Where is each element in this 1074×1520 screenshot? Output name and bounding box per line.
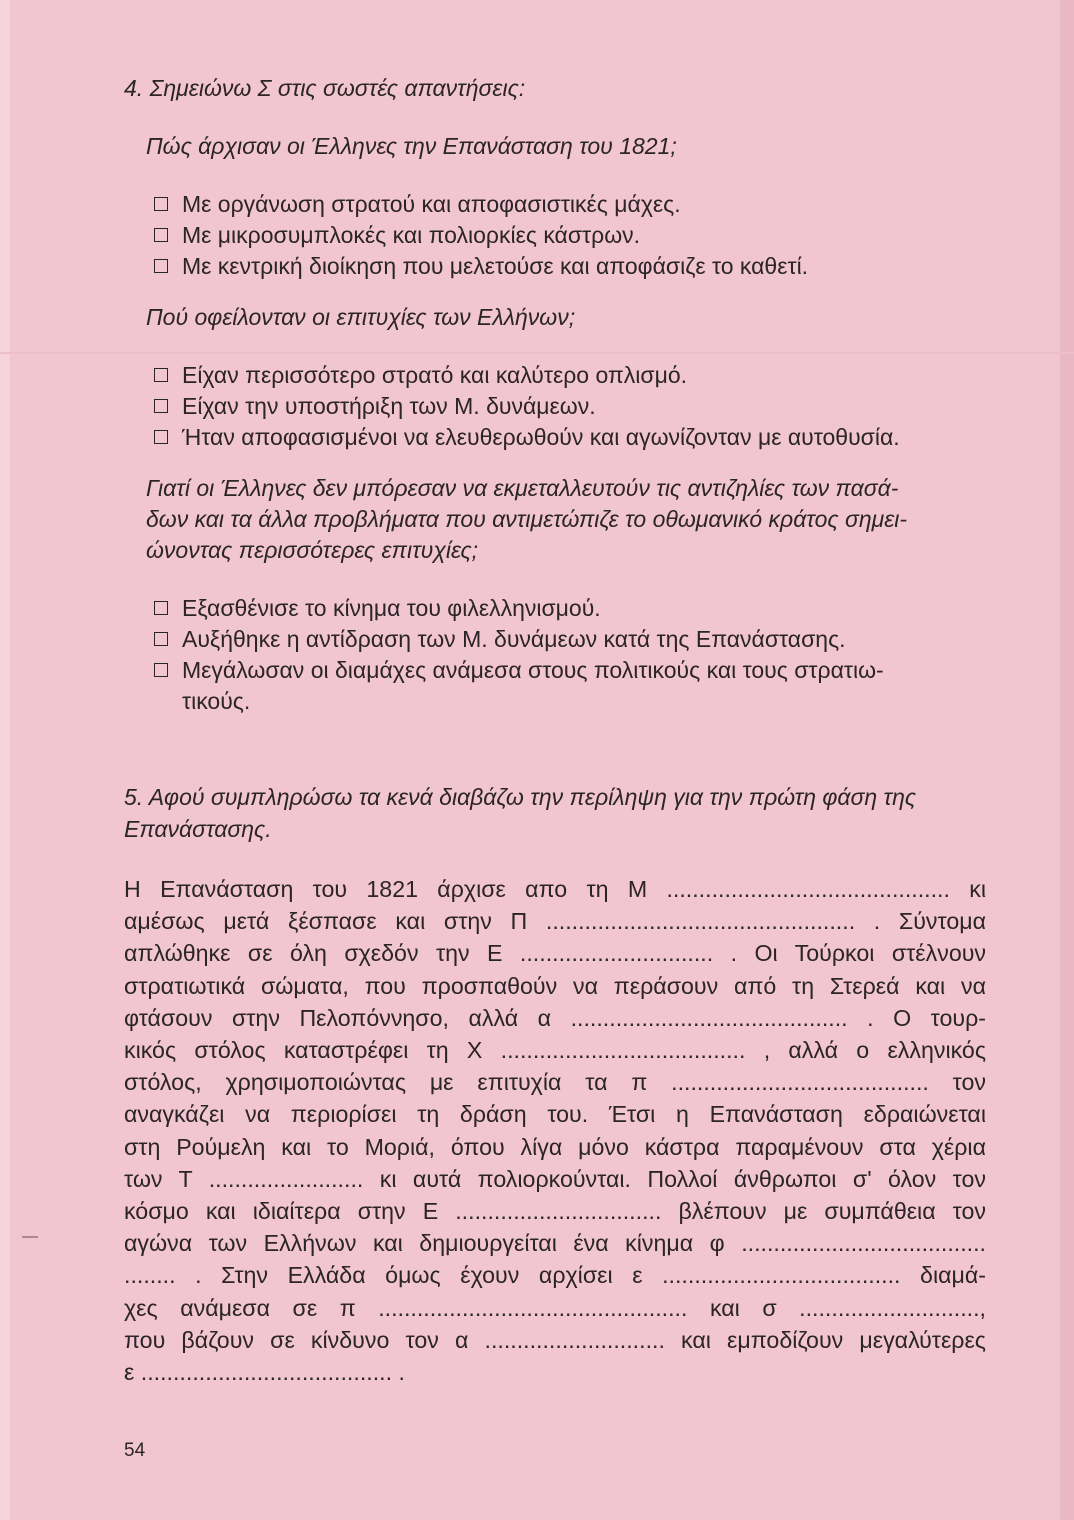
passage-line: κικός στόλος καταστρέφει τη Χ ...................................... , αλλά ο ελληνικός <box>124 1037 986 1064</box>
question-2: Πού οφείλονταν οι επιτυχίες των Ελλήνων; <box>146 304 576 330</box>
passage-line: χες ανάμεσα σε π ................................................ και σ ............................, <box>124 1294 986 1321</box>
question-3-option-2[interactable] <box>154 624 986 655</box>
question-1-option-3[interactable] <box>154 251 986 282</box>
option-label: Με οργάνωση στρατού και αποφασιστικές μάχες. <box>182 191 681 217</box>
question-3 <box>146 473 986 566</box>
option-label: Είχαν περισσότερο στρατό και καλύτερο οπλισμό. <box>182 362 688 388</box>
passage-line: φτάσουν στην Πελοπόννησο, αλλά α ........................................... . Ο τουρ- <box>124 1004 986 1031</box>
passage-line: απλώθηκε σε όλη σχεδόν την Ε .............................. . Οι Τούρκοι στέλνουν <box>124 940 986 967</box>
checkbox-icon[interactable] <box>154 228 168 242</box>
passage-line: των Τ ........................ κι αυτά πολιορκούνται. Πολλοί άνθρωποι σ' όλον τον <box>124 1165 986 1192</box>
option-label: Μεγάλωσαν οι διαμάχες ανάμεσα στους πολιτικούς και τους στρατιω- <box>182 657 884 683</box>
passage-line: αγώνα των Ελλήνων και δημιουργείται ένα κίνημα φ ...................................... <box>124 1230 986 1257</box>
passage-line: στη Ρούμελη και το Μοριά, όπου λίγα μόνο κάστρα παραμένουν στα χέρια <box>124 1133 986 1160</box>
worksheet-content <box>124 72 986 1388</box>
option-label: Είχαν την υποστήριξη των Μ. δυνάμεων. <box>182 393 596 419</box>
question-3-line: ώνοντας περισσότερες επιτυχίες; <box>146 537 479 563</box>
exercise-4-heading: 4. Σημειώνω Σ στις σωστές απαντήσεις: <box>124 75 526 101</box>
page-number: 54 <box>124 1440 146 1461</box>
question-2-option-2[interactable] <box>154 391 986 422</box>
checkbox-icon[interactable] <box>154 368 168 382</box>
option-label-continuation: τικούς. <box>182 688 251 714</box>
passage-line: ε ....................................... . <box>124 1359 405 1386</box>
question-1-option-1[interactable] <box>154 189 986 220</box>
page-right-edge <box>1060 0 1074 1520</box>
passage-line: που βάζουν σε κίνδυνο τον α ............................ και εμποδίζουν μεγαλύτερες <box>124 1326 986 1353</box>
checkbox-icon[interactable] <box>154 663 168 677</box>
checkbox-icon[interactable] <box>154 632 168 646</box>
question-3-option-1[interactable] <box>154 593 986 624</box>
option-label: Με κεντρική διοίκηση που μελετούσε και αποφάσιζε το καθετί. <box>182 253 809 279</box>
question-1-option-2[interactable] <box>154 220 986 251</box>
checkbox-icon[interactable] <box>154 430 168 444</box>
passage-line: κόσμο και ιδιαίτερα στην Ε ................................ βλέπουν με συμπάθεια τον <box>124 1198 986 1225</box>
checkbox-icon[interactable] <box>154 601 168 615</box>
passage-line: αναγκάζει να περιορίσει τη δράση του. Έτσι η Επανάσταση εδραιώνεται <box>124 1101 986 1128</box>
checkbox-icon[interactable] <box>154 259 168 273</box>
question-3-options <box>154 593 986 717</box>
question-3-option-3[interactable] <box>154 655 986 717</box>
passage-line: αμέσως μετά ξέσπασε και στην Π ................................................ . Σύντομα <box>124 908 986 935</box>
option-label: Εξασθένισε το κίνημα του φιλελληνισμού. <box>182 595 601 621</box>
passage-line: Η Επανάσταση του 1821 άρχισε απο τη Μ ............................................ κι <box>124 876 986 902</box>
question-2-option-3[interactable] <box>154 422 986 453</box>
checkbox-icon[interactable] <box>154 197 168 211</box>
margin-mark <box>22 1236 38 1238</box>
question-1-options <box>154 189 986 282</box>
checkbox-icon[interactable] <box>154 399 168 413</box>
question-2-options <box>154 360 986 453</box>
fill-in-passage <box>124 873 986 1388</box>
exercise-5-heading-line: Επανάστασης. <box>124 816 272 842</box>
question-3-line: Γιατί οι Έλληνες δεν μπόρεσαν να εκμεταλλευτούν τις αντιζηλίες των πασά- <box>146 475 899 501</box>
option-label: Αυξήθηκε η αντίδραση των Μ. δυνάμεων κατά της Επανάστασης. <box>182 626 846 652</box>
exercise-5-heading <box>124 781 986 845</box>
exercise-5-heading-line: 5. Αφού συμπληρώσω τα κενά διαβάζω την περίληψη για την πρώτη φάση της <box>124 784 917 810</box>
page-left-edge <box>0 0 10 1520</box>
passage-line: στρατιωτικά σώματα, που προσπαθούν να περάσουν από τη Στερεά και να <box>124 972 986 999</box>
question-3-line: δων και τα άλλα προβλήματα που αντιμετώπιζε το οθωμανικό κράτος σημει- <box>146 506 908 532</box>
question-2-option-1[interactable] <box>154 360 986 391</box>
option-label: Ήταν αποφασισμένοι να ελευθερωθούν και αγωνίζονταν με αυτοθυσία. <box>182 424 900 450</box>
question-1: Πώς άρχισαν οι Έλληνες την Επανάσταση του 1821; <box>146 133 677 159</box>
passage-line: στόλος, χρησιμοποιώντας με επιτυχία τα π ........................................ τον <box>124 1069 986 1096</box>
passage-line: ........ . Στην Ελλάδα όμως έχουν αρχίσει ε ..................................... διαμά- <box>124 1262 986 1289</box>
option-label: Με μικροσυμπλοκές και πολιορκίες κάστρων. <box>182 222 641 248</box>
